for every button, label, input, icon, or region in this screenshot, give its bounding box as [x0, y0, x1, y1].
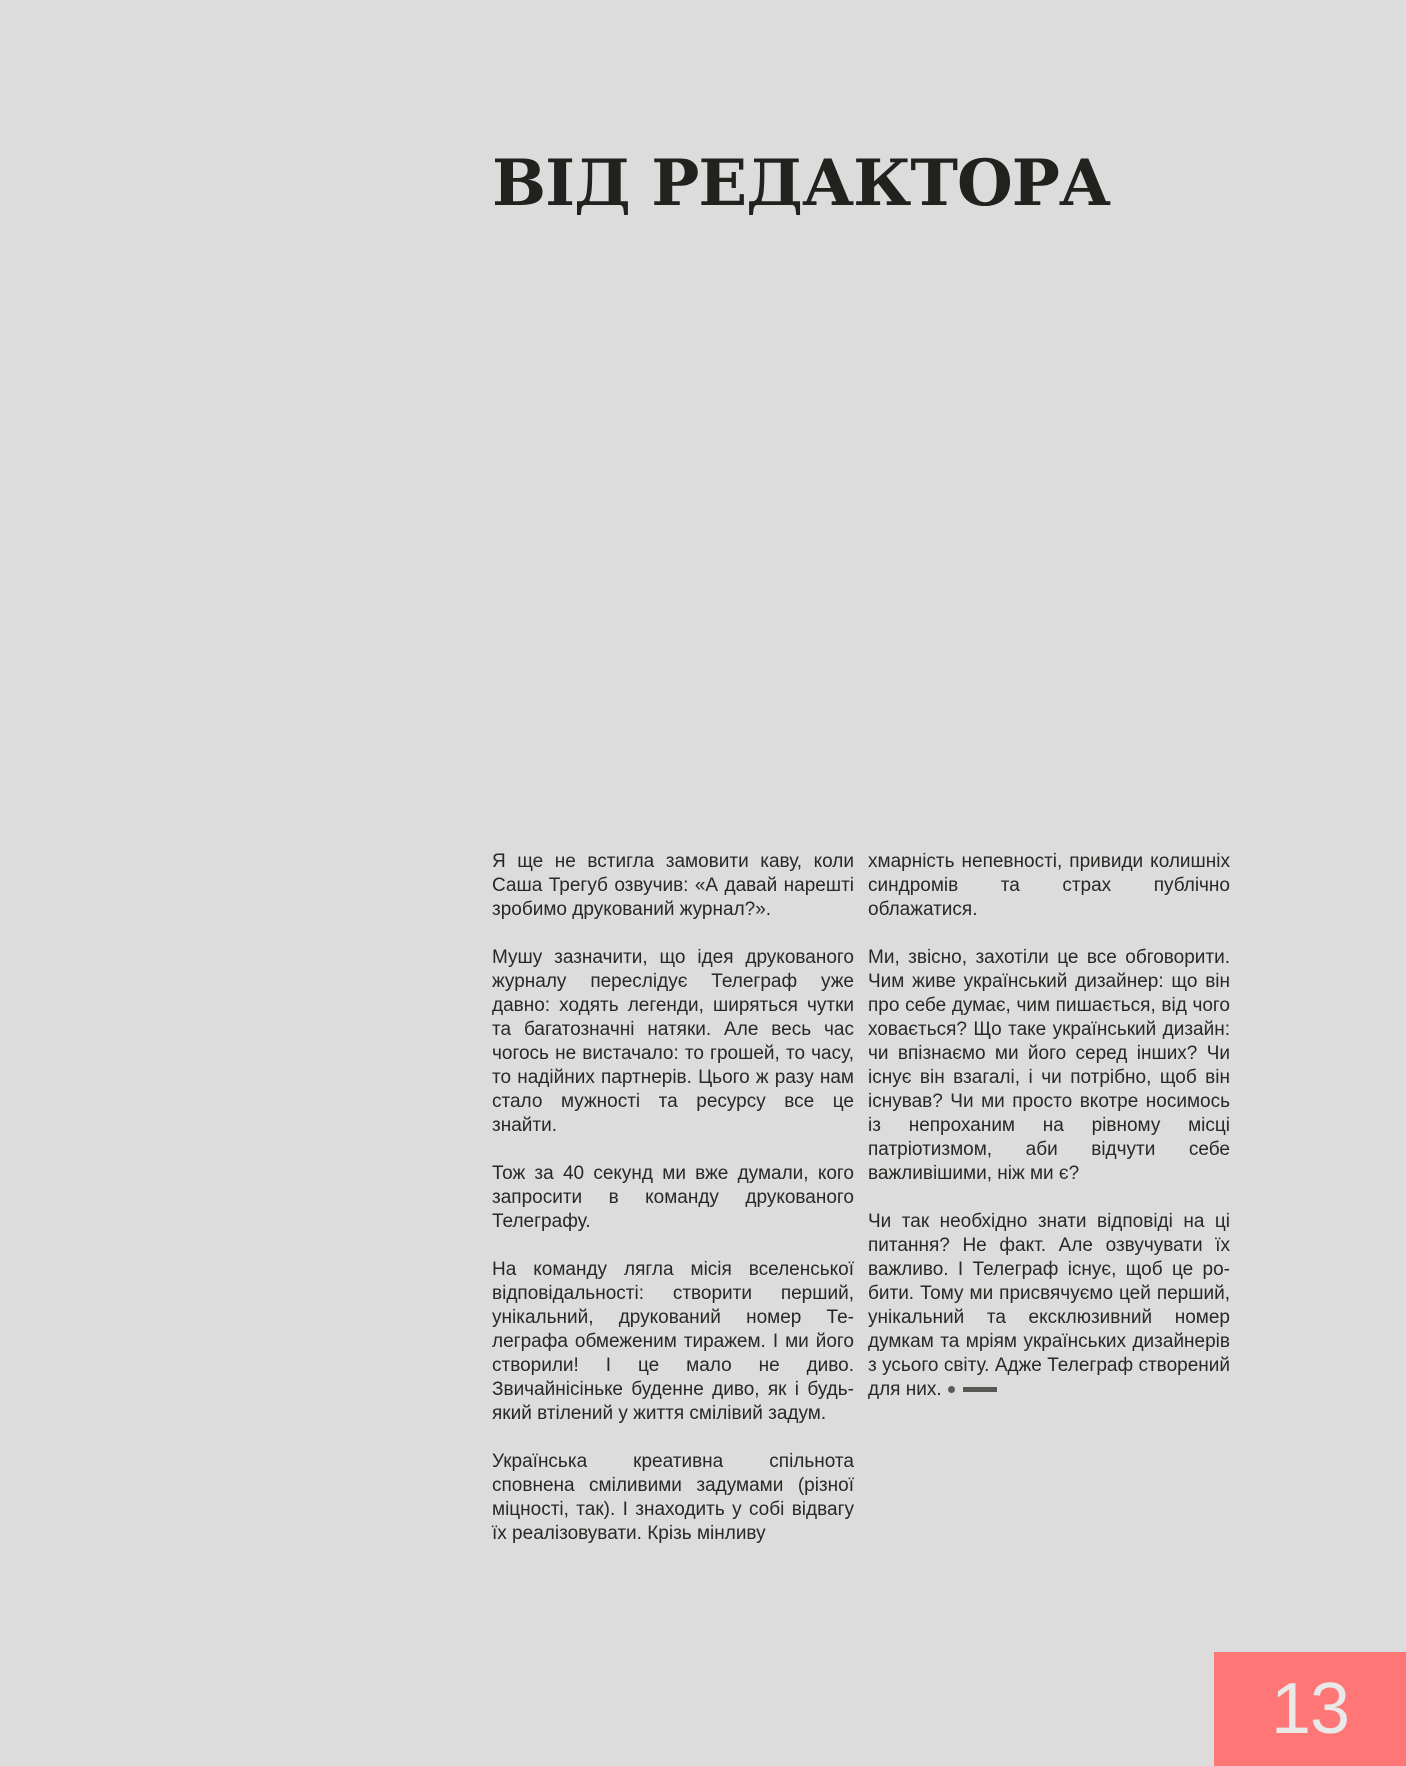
end-of-article-mark-icon [948, 1378, 997, 1402]
page-number: 13 [1270, 1669, 1350, 1749]
page-number-box [1214, 1652, 1406, 1766]
paragraph: Українська креативна спільнота сповнена сміливими задумами (різної міцності, так). І знаходить у собі відвагу їх реалізовувати. Крізь мінливу [492, 1451, 854, 1544]
article-column-left [492, 850, 854, 1570]
paragraph: Ми, звісно, захотіли це все обговорити. Чим живе український дизайнер: що він про себе думає, чим пишається, від чого ховається? Що таке український дизайн: чи впізнаємо ми його серед інших? Чи існує він взагалі, і чи потрібно, щоб він існував? Чи ми просто вкотре носимось із непроханим на рівному місці патріотизмом, аби відчути себе важливішими, ніж ми є? [868, 947, 1230, 1184]
paragraph: Я ще не встигла замовити каву, коли Саша Трегуб озвучив: «А давай нарешті зробимо друкований журнал?». [492, 851, 854, 920]
end-dot-icon [948, 1386, 955, 1393]
end-bar-icon [963, 1387, 997, 1392]
paragraph-last [868, 1210, 1230, 1402]
paragraph-text: Чи так необхідно знати відповіді на ці питання? Не факт. Але озвучувати їх важливо. І Телеграф існує, щоб це робити. Тому ми присвячуємо цей перший, унікальний та ексклюзивний номер думкам та мріям українських дизайнерів з усього світу. Адже Телеграф створений для них. [868, 1211, 1230, 1401]
page-title: ВІД РЕДАКТОРА [492, 146, 1110, 221]
paragraph: Тож за 40 секунд ми вже думали, кого запросити в команду друкованого Телеграфу. [492, 1163, 854, 1232]
paragraph: На команду лягла місія вселенської відповідальності: створити перший, унікальний, друкований номер Телеграфа обмеженим тиражем. І ми його створили! І це мало не диво. Звичайнісінькe буденне диво, як і будь-який втілений у життя смілівий задум. [492, 1259, 854, 1424]
paragraph: хмарність непевності, привиди колишніх синдромів та страх публічно облажатися. [868, 851, 1230, 920]
article-column-right [868, 850, 1230, 1426]
paragraph: Мушу зазначити, що ідея друкованого журналу переслідує Телеграф уже давно: ходять легенди, ширяться чутки та багатозначні натяки. Але весь час чогось не вистачало: то грошей, то часу, то надійних партнерів. Цього ж разу нам стало мужності та ресурсу все це знайти. [492, 947, 854, 1136]
